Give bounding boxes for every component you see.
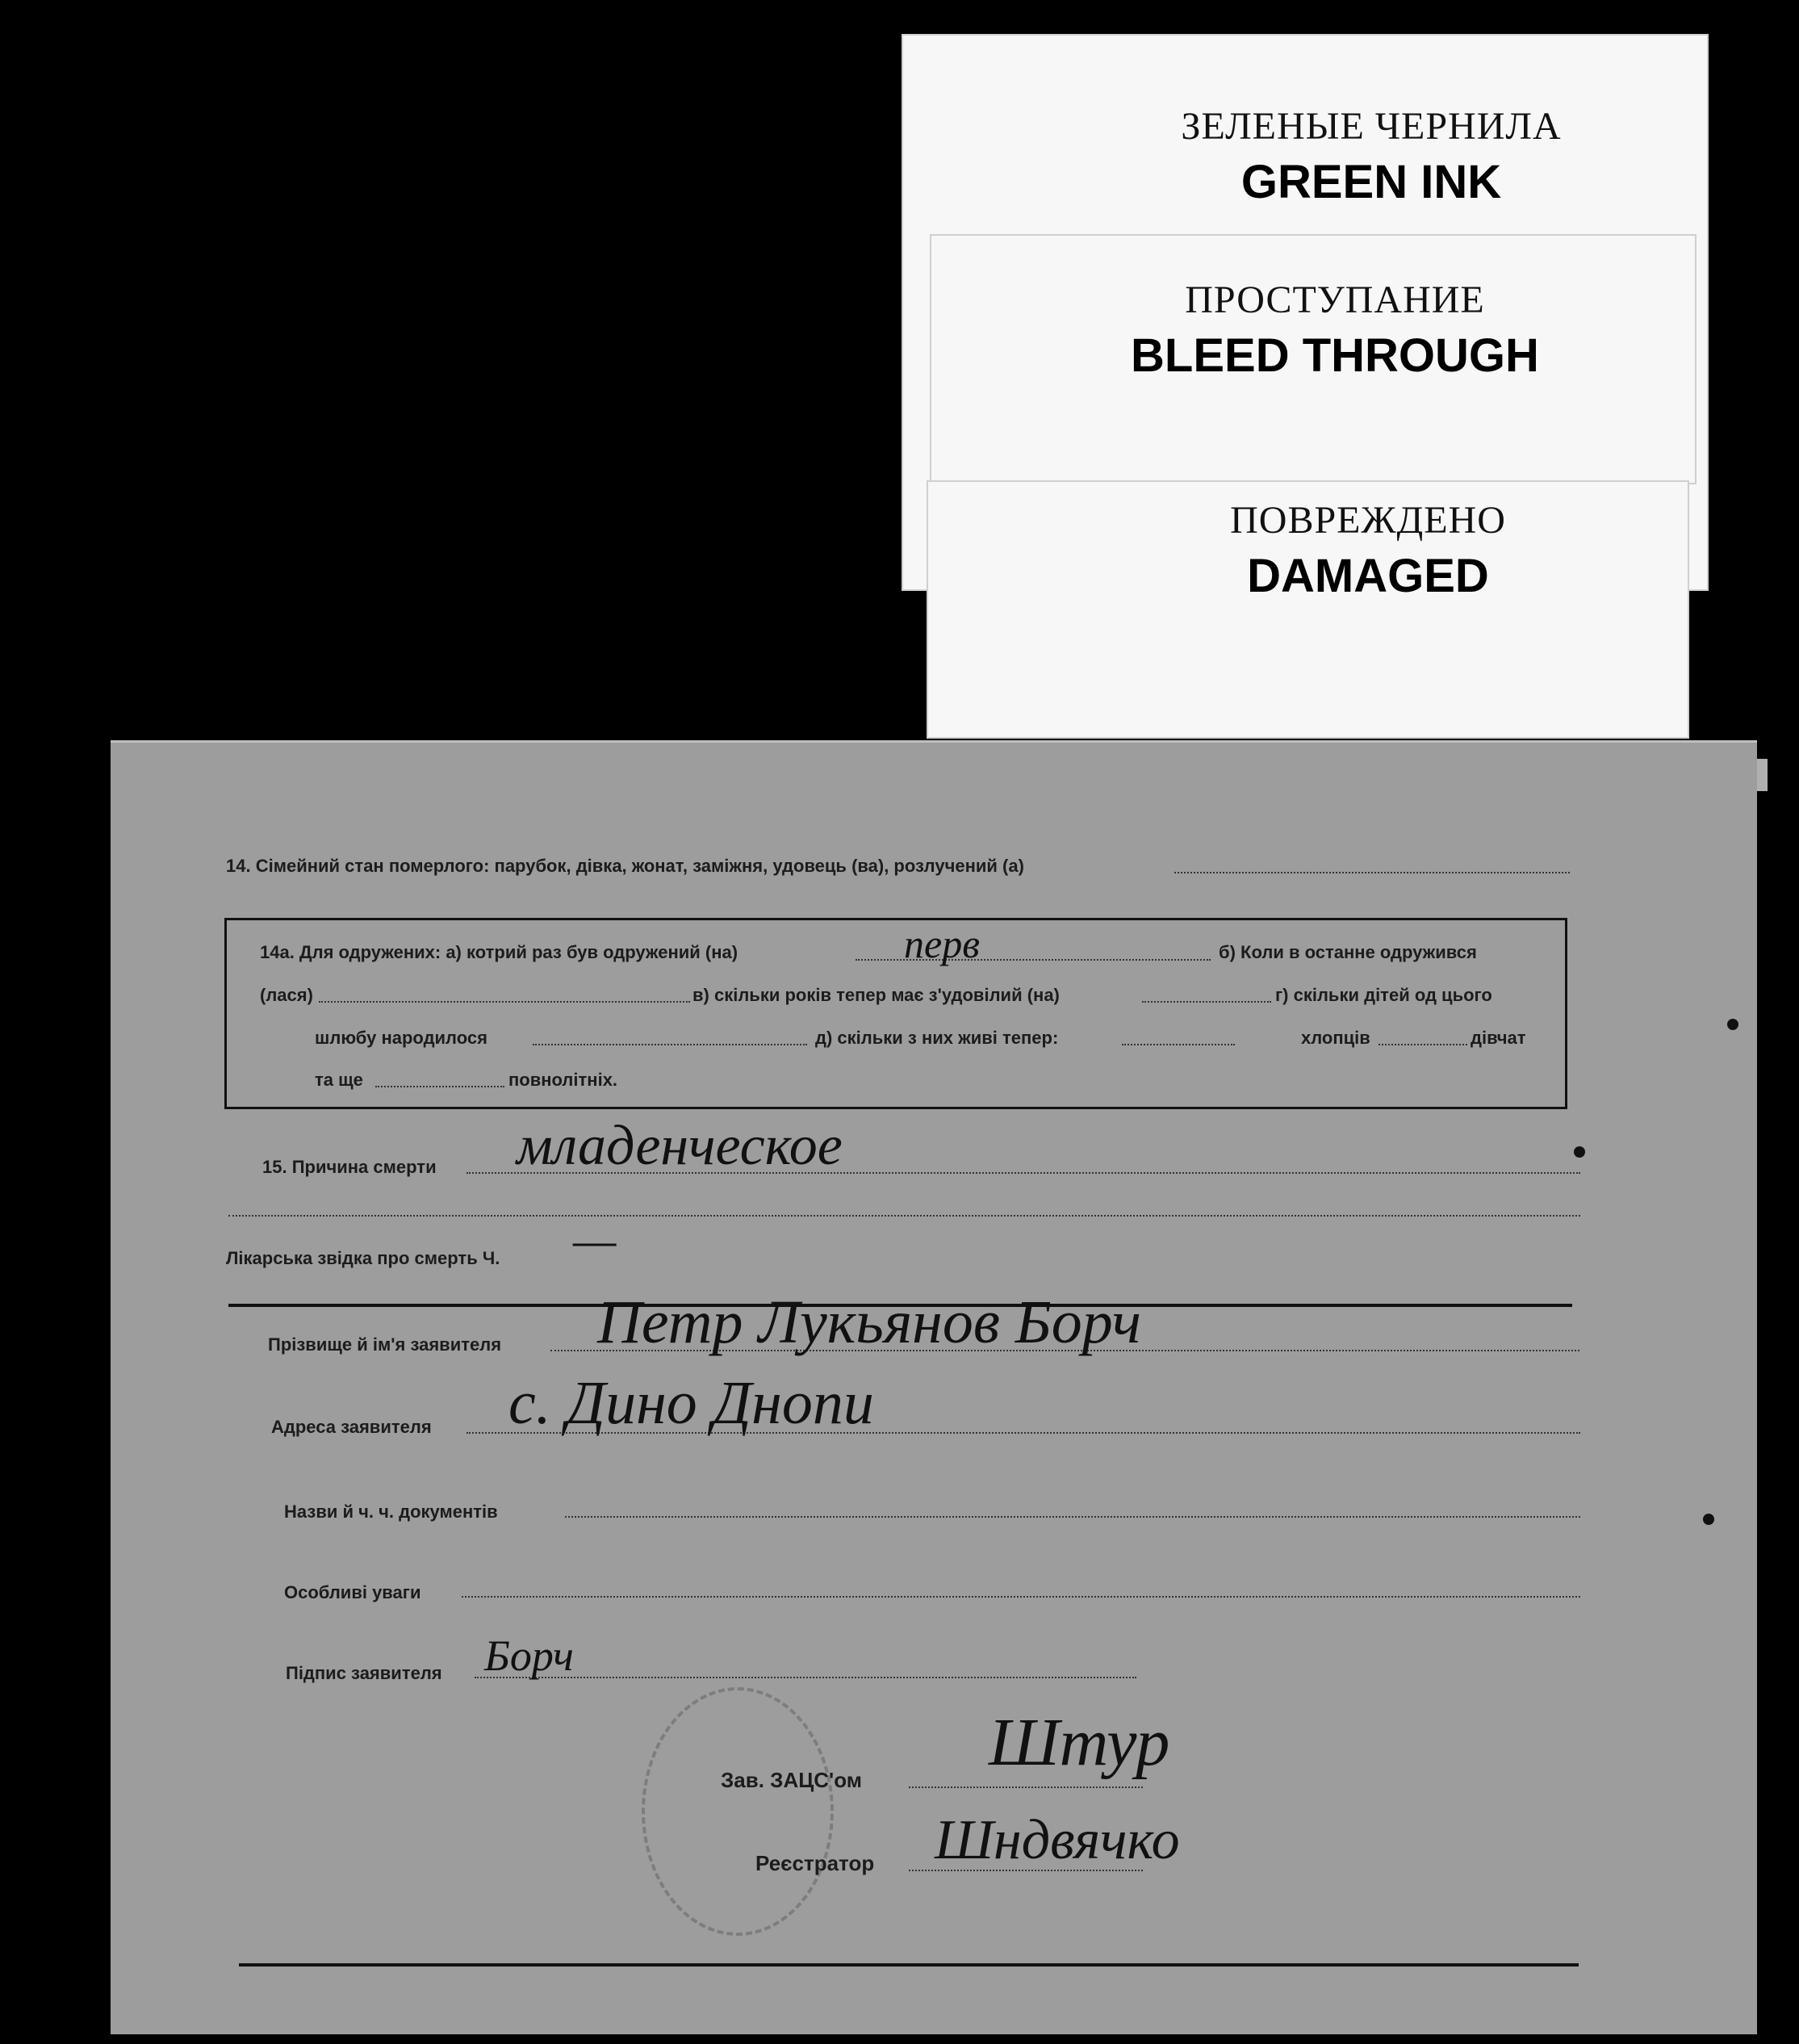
applicant-name-label: Прізвище й ім'я заявителя xyxy=(268,1334,502,1355)
item-14a-ta-shche-line xyxy=(375,1086,504,1087)
item-14a-lasia-label: (лася) xyxy=(260,985,313,1005)
green-ink-en: GREEN INK xyxy=(1240,156,1502,208)
punch-hole xyxy=(1727,1019,1738,1030)
notes-line xyxy=(462,1596,1580,1598)
signature-line xyxy=(475,1677,1136,1678)
item-15-line-2 xyxy=(228,1215,1580,1217)
official-stamp xyxy=(642,1687,834,1936)
item-14a-b-label: б) Коли в останне одружився xyxy=(1219,942,1477,962)
green-ink-ru: ЗЕЛЕНЫЕ ЧЕРНИЛА xyxy=(1181,105,1562,148)
punch-hole xyxy=(1574,1146,1585,1158)
item-14-label: 14. Сімейний стан померлого: парубок, дівка, жонат, заміжня, удовець (ва), розлучений (а) xyxy=(226,856,1024,876)
item-14a-ta-shche-label: та ще xyxy=(315,1070,363,1090)
applicant-name-handwriting: Петр Лукьянов Борч xyxy=(597,1288,1141,1356)
notes-label: Особливі уваги xyxy=(284,1582,421,1602)
bottom-rule xyxy=(239,1963,1579,1967)
applicant-address-label: Адреса заявителя xyxy=(271,1417,432,1437)
documents-line xyxy=(565,1516,1580,1518)
damaged-en: DAMAGED xyxy=(1247,550,1489,602)
applicant-address-handwriting: с. Динo Днoпи xyxy=(508,1369,874,1437)
applicant-signature-handwriting: Борч xyxy=(484,1631,574,1680)
head-label: Зав. ЗАЦС'ом xyxy=(721,1768,862,1792)
bleed-through-ru: ПРОСТУПАНИЕ xyxy=(1185,279,1485,321)
item-14a-g-label: г) скільки дітей од цього xyxy=(1275,985,1492,1005)
item-15-label: 15. Причина смерти xyxy=(262,1157,437,1177)
item-14a-boys-label: хлопців xyxy=(1301,1028,1370,1048)
item-14a-shlubu-label: шлюбу народилося xyxy=(315,1028,487,1048)
item-14a-v-label: в) скільки років тепер має з'удовілий (на) xyxy=(692,985,1060,1005)
registrar-label: Реєстратор xyxy=(755,1851,875,1875)
item-14a-adults-label: повнолітніх. xyxy=(508,1070,618,1090)
item-14a-boys-line xyxy=(1379,1044,1467,1045)
item-14a-shlubu-line xyxy=(533,1044,807,1045)
head-line xyxy=(909,1786,1143,1788)
item-14a-v-line xyxy=(1142,1001,1271,1003)
documents-label: Назви й ч. ч. документів xyxy=(284,1502,498,1522)
item-14a-lasia-line xyxy=(319,1001,690,1003)
registrar-signature-handwriting: Шндвячко xyxy=(935,1809,1180,1871)
item-14a-d-label: д) скільки з них живі тепер: xyxy=(815,1028,1059,1048)
item-14a-d-line xyxy=(1122,1044,1235,1045)
head-signature-handwriting: Штур xyxy=(989,1705,1170,1780)
bleed-through-slip xyxy=(930,234,1696,484)
damaged-ru: ПОВРЕЖДЕНО xyxy=(1230,499,1506,542)
times-married-handwriting: перв xyxy=(904,921,980,966)
medical-report-handwriting: — xyxy=(573,1213,617,1267)
cause-of-death-handwriting: младенческое xyxy=(517,1115,843,1177)
medical-report-label: Лікарська звідка про смерть Ч. xyxy=(226,1248,500,1268)
bleed-through-en: BLEED THROUGH xyxy=(1131,329,1539,382)
signature-label: Підпис заявителя xyxy=(286,1663,442,1683)
punch-hole xyxy=(1703,1514,1714,1525)
damaged-slip xyxy=(927,480,1689,739)
item-14-line xyxy=(1174,872,1570,873)
item-14a-girls-label: дівчат xyxy=(1471,1028,1526,1048)
item-14a-a-label: 14а. Для одружених: а) котрий раз був одружений (на) xyxy=(260,942,738,962)
